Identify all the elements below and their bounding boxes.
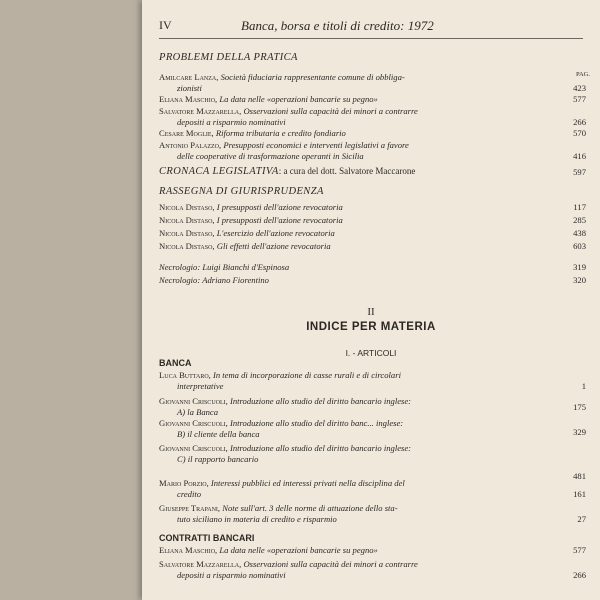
part-number: II (367, 306, 375, 318)
list-item: Giovanni Criscuoli, Introduzione allo studio del diritto bancario inglese: A) la Banca (159, 396, 412, 417)
necrologio-entry: Necrologio: Luigi Bianchi d'Espinosa (159, 262, 290, 272)
page-ref: 570 (573, 128, 586, 138)
pag-label: PAG. (575, 71, 590, 78)
page-ref: 597 (573, 167, 586, 177)
running-title: Banca, borsa e titoli di credito: 1972 (241, 18, 434, 33)
cronaca-entry: CRONACA LEGISLATIVA: a cura del dott. Salvatore Maccarone (159, 166, 416, 177)
header-rule (159, 38, 583, 39)
list-item: Salvatore Mazzarella, Osservazioni sulla capacità dei minori a contrarre depositi a risparmio nominativi (159, 106, 418, 127)
list-item: Giovanni Criscuoli, Introduzione allo studio del diritto bancario inglese: C) il rapporto bancario (159, 443, 412, 464)
subsection-title: I. - ARTICOLI (345, 348, 397, 358)
page-ref: 603 (573, 241, 586, 251)
page-ref: 266 (573, 570, 586, 580)
page-ref: 27 (577, 514, 586, 524)
list-item: Amilcare Lanza, Società fiduciaria rappresentante comune di obbliga- zionisti (159, 72, 405, 93)
list-item: Nicola Distaso, I presupposti dell'azione revocatoria (159, 215, 343, 225)
list-item: Giuseppe Trapani, Note sull'art. 3 delle norme di attuazione dello sta- tuto siciliano in materia di credito e risparmio (159, 503, 398, 524)
page-ref: 117 (573, 202, 586, 212)
page-ref: 319 (573, 262, 586, 272)
section-heading-problemi: PROBLEMI DELLA PRATICA (159, 52, 298, 63)
running-header (159, 18, 583, 34)
list-item: Nicola Distaso, I presupposti dell'azione revocatoria (159, 202, 343, 212)
list-item: Antonio Palazzo, Presupposti economici e interventi legislativi a favore delle cooperative di trasformazione operanti in Sicilia (159, 140, 409, 161)
list-item: Eliana Maschio, La data nelle «operazioni bancarie su pegno» (159, 545, 378, 555)
page-ref: 1 (581, 381, 586, 391)
list-item: Giovanni Criscuoli, Introduzione allo studio del diritto banc... inglese: B) il cliente della banca (159, 418, 404, 439)
page-ref: 577 (573, 94, 586, 104)
page-number: IV (159, 18, 172, 32)
page-ref: 423 (573, 83, 586, 93)
list-item: Nicola Distaso, L'esercizio dell'azione revocatoria (159, 228, 335, 238)
category-heading-banca: BANCA (159, 358, 192, 368)
list-item: Cesare Moglie, Riforma tributaria e credito fondiario (159, 128, 346, 138)
page-ref: 161 (573, 489, 586, 499)
list-item: Salvatore Mazzarella, Osservazioni sulla capacità dei minori a contrarre depositi a risparmio nominativi (159, 559, 418, 580)
list-item: Mario Porzio, Interessi pubblici ed interessi privati nella disciplina del credito (159, 478, 405, 499)
book-page (142, 0, 600, 600)
page-ref: 438 (573, 228, 586, 238)
page-ref: 481 (573, 471, 586, 481)
page-ref: 577 (573, 545, 586, 555)
page-ref: 285 (573, 215, 586, 225)
page-ref: 320 (573, 275, 586, 285)
necrologio-entry: Necrologio: Adriano Fiorentino (159, 275, 269, 285)
part-title: INDICE PER MATERIA (306, 321, 436, 333)
list-item: Eliana Maschio, La data nelle «operazioni bancarie su pegno» (159, 94, 378, 104)
page-ref: 175 (573, 402, 586, 412)
page-ref: 266 (573, 117, 586, 127)
section-heading-rassegna: RASSEGNA DI GIURISPRUDENZA (159, 186, 324, 197)
list-item: Luca Buttaro, In tema di incorporazione di casse rurali e di circolari interpretative (159, 370, 401, 391)
page-ref: 329 (573, 427, 586, 437)
category-heading-contratti: CONTRATTI BANCARI (159, 533, 255, 543)
list-item: Nicola Distaso, Gli effetti dell'azione revocatoria (159, 241, 331, 251)
page-ref: 416 (573, 151, 586, 161)
